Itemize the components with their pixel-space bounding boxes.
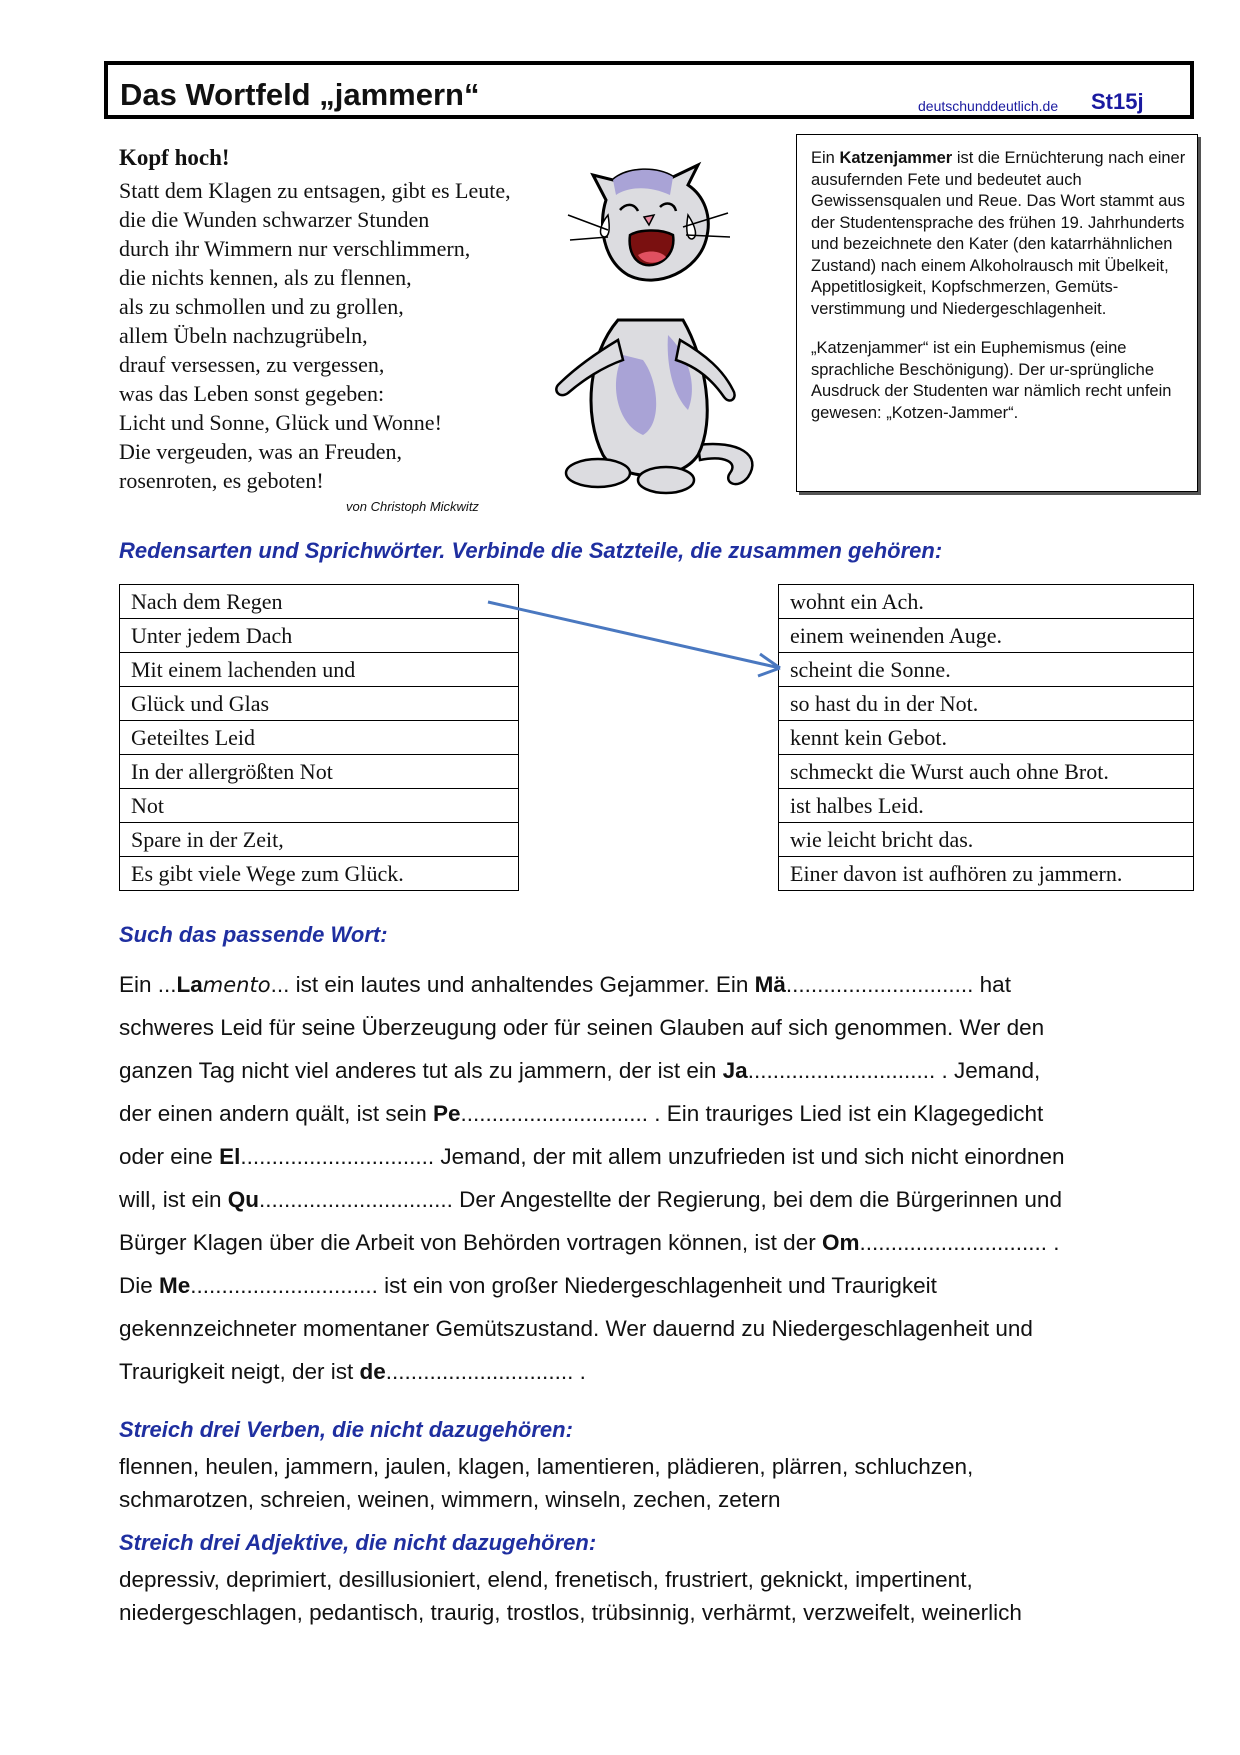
saying-start[interactable]: Geteiltes Leid bbox=[120, 721, 519, 755]
site-name: deutschunddeutlich.de bbox=[918, 98, 1059, 114]
saying-start[interactable]: Es gibt viele Wege zum Glück. bbox=[120, 857, 519, 891]
poem-line: als zu schmollen und zu grollen, bbox=[119, 294, 404, 319]
verbs-list bbox=[119, 1450, 973, 1516]
saying-start[interactable]: Mit einem lachenden und bbox=[120, 653, 519, 687]
fill-line: Traurigkeit neigt, der ist de.............................. . bbox=[119, 1359, 586, 1384]
poem-line: Die vergeuden, was an Freuden, bbox=[119, 439, 403, 464]
info-paragraph: Ein Katzenjammer ist die Ernüchterung nach einer ausufernden Fete und bedeutet auch Gewissensqualen und Reue. Das Wort stammt aus der Studentensprache des frühen 19. Jahrhunderts und bezeichnete den Kater (den katarrhähnlichen Zustand) nach einem Alkoholrausch mit Übelkeit, Appetitlosigkeit, Kopfschmerzen, Gemüts-verstimmung und Niedergeschlagenheit. bbox=[811, 149, 1186, 318]
verbs-line[interactable]: schmarotzen, schreien, weinen, wimmern, winseln, zechen, zetern bbox=[119, 1487, 781, 1512]
fill-hint: Ja bbox=[722, 1058, 748, 1083]
fill-line: schweres Leid für seine Überzeugung oder für seinen Glauben auf sich genommen. Wer den bbox=[119, 1015, 1045, 1040]
blank-field[interactable]: .............................. . Ein trauriges Lied ist ein Klagegedicht bbox=[460, 1101, 1044, 1126]
fill-hint: Pe bbox=[432, 1101, 461, 1126]
sayings-heading: Redensarten und Sprichwörter. Verbinde die Satzteile, die zusammen gehören: bbox=[119, 538, 943, 563]
fill-line: Bürger Klagen über die Arbeit von Behörden vortragen können, ist der Om.............................. . bbox=[119, 1230, 1060, 1255]
fill-in-text bbox=[119, 963, 1179, 1393]
poem-line: Licht und Sonne, Glück und Wonne! bbox=[119, 410, 442, 435]
verbs-heading: Streich drei Verben, die nicht dazugehören: bbox=[119, 1417, 573, 1442]
worksheet-code: St15j bbox=[1091, 89, 1144, 114]
worksheet-header bbox=[104, 61, 1194, 119]
info-keyword: Katzenjammer bbox=[839, 149, 953, 167]
blank-field[interactable]: .............................. ist ein von großer Niedergeschlagenheit und Traurigkeit bbox=[190, 1273, 937, 1298]
poem-title: Kopf hoch! bbox=[119, 145, 230, 170]
poem-line: die nichts kennen, als zu flennen, bbox=[119, 265, 412, 290]
saying-start[interactable]: Glück und Glas bbox=[120, 687, 519, 721]
saying-end[interactable]: ist halbes Leid. bbox=[779, 789, 1194, 823]
saying-start[interactable]: Not bbox=[120, 789, 519, 823]
blank-field[interactable]: ............................... Der Angestellte der Regierung, bei dem die Bürgerinnen und bbox=[259, 1187, 1062, 1212]
saying-end[interactable]: schmeckt die Wurst auch ohne Brot. bbox=[779, 755, 1194, 789]
blank-field[interactable]: .............................. . bbox=[385, 1359, 586, 1384]
fill-hint: La bbox=[176, 972, 203, 997]
fill-hint: Mä bbox=[754, 972, 786, 997]
sayings-right-table bbox=[778, 584, 1194, 891]
katzenjammer-info-box bbox=[796, 134, 1198, 492]
example-connector-arrow bbox=[480, 590, 800, 680]
poem-line: die die Wunden schwarzer Stunden bbox=[119, 207, 430, 232]
saying-end[interactable]: einem weinenden Auge. bbox=[779, 619, 1194, 653]
fill-hint: El bbox=[219, 1144, 241, 1169]
poem-author: von Christoph Mickwitz bbox=[346, 499, 479, 514]
saying-start[interactable]: Spare in der Zeit, bbox=[120, 823, 519, 857]
poem-line: drauf versessen, zu vergessen, bbox=[119, 352, 385, 377]
fill-line: oder eine El............................... Jemand, der mit allem unzufrieden ist und sich nicht einordnen bbox=[119, 1144, 1065, 1169]
fill-line: will, ist ein Qu............................... Der Angestellte der Regierung, bei dem die Bürgerinnen und bbox=[119, 1187, 1062, 1212]
sayings-left-table bbox=[119, 584, 519, 891]
adjectives-list bbox=[119, 1563, 1022, 1629]
crying-cat-illustration bbox=[548, 155, 758, 500]
adjectives-line[interactable]: niedergeschlagen, pedantisch, traurig, trostlos, trübsinnig, verhärmt, verzweifelt, weinerlich bbox=[119, 1600, 1022, 1625]
fill-hint: Om bbox=[821, 1230, 860, 1255]
handwritten-answer: mento bbox=[202, 973, 271, 997]
poem-line: rosenroten, es geboten! bbox=[119, 468, 324, 493]
fill-line: ganzen Tag nicht viel anderes tut als zu jammern, der ist ein Ja.............................. . Jemand, bbox=[119, 1058, 1041, 1083]
blank-field[interactable]: .............................. . Jemand, bbox=[747, 1058, 1041, 1083]
saying-end[interactable]: wie leicht bricht das. bbox=[779, 823, 1194, 857]
saying-end[interactable]: kennt kein Gebot. bbox=[779, 721, 1194, 755]
saying-start[interactable]: Nach dem Regen bbox=[120, 585, 519, 619]
poem-line: Statt dem Klagen zu entsagen, gibt es Leute, bbox=[119, 178, 511, 203]
blank-field[interactable]: .............................. . bbox=[859, 1230, 1060, 1255]
blank-field[interactable]: .............................. hat bbox=[785, 972, 1011, 997]
saying-start[interactable]: Unter jedem Dach bbox=[120, 619, 519, 653]
worksheet-title: Das Wortfeld „jammern“ bbox=[120, 77, 480, 112]
info-paragraph: „Katzenjammer“ ist ein Euphemismus (eine sprachliche Beschönigung). Der ur-sprüngliche Ausdruck der Studenten war nämlich recht unfein gewesen: „Kotzen-Jammer“. bbox=[811, 339, 1172, 422]
poem-line: allem Übeln nachzugrübeln, bbox=[119, 323, 368, 348]
poem-line: was das Leben sonst gegeben: bbox=[119, 381, 385, 406]
poem-line: durch ihr Wimmern nur verschlimmern, bbox=[119, 236, 471, 261]
blank-field[interactable]: ............................... Jemand, der mit allem unzufrieden ist und sich nicht einordnen bbox=[240, 1144, 1065, 1169]
fill-hint: de bbox=[359, 1359, 386, 1384]
fill-line: gekennzeichneter momentaner Gemütszustand. Wer dauernd zu Niedergeschlagenheit und bbox=[119, 1316, 1033, 1341]
fill-heading: Such das passende Wort: bbox=[119, 922, 388, 947]
saying-end[interactable]: wohnt ein Ach. bbox=[779, 585, 1194, 619]
fill-line: Die Me.............................. ist ein von großer Niedergeschlagenheit und Traurigkeit bbox=[119, 1273, 937, 1298]
saying-start[interactable]: In der allergrößten Not bbox=[120, 755, 519, 789]
saying-end[interactable]: Einer davon ist aufhören zu jammern. bbox=[779, 857, 1194, 891]
saying-end[interactable]: scheint die Sonne. bbox=[779, 653, 1194, 687]
fill-hint: Qu bbox=[227, 1187, 260, 1212]
adjectives-line[interactable]: depressiv, deprimiert, desillusioniert, elend, frenetisch, frustriert, geknickt, impertinent, bbox=[119, 1567, 973, 1592]
adjectives-heading: Streich drei Adjektive, die nicht dazugehören: bbox=[119, 1530, 597, 1555]
fill-line: Ein ...Lamento... ist ein lautes und anhaltendes Gejammer. Ein Mä.............................. hat bbox=[119, 972, 1011, 997]
saying-end[interactable]: so hast du in der Not. bbox=[779, 687, 1194, 721]
fill-line: der einen andern quält, ist sein Pe.............................. . Ein trauriges Lied ist ein Klagegedicht bbox=[119, 1101, 1044, 1126]
verbs-line[interactable]: flennen, heulen, jammern, jaulen, klagen, lamentieren, plädieren, plärren, schluchzen, bbox=[119, 1454, 974, 1479]
fill-hint: Me bbox=[159, 1273, 191, 1298]
